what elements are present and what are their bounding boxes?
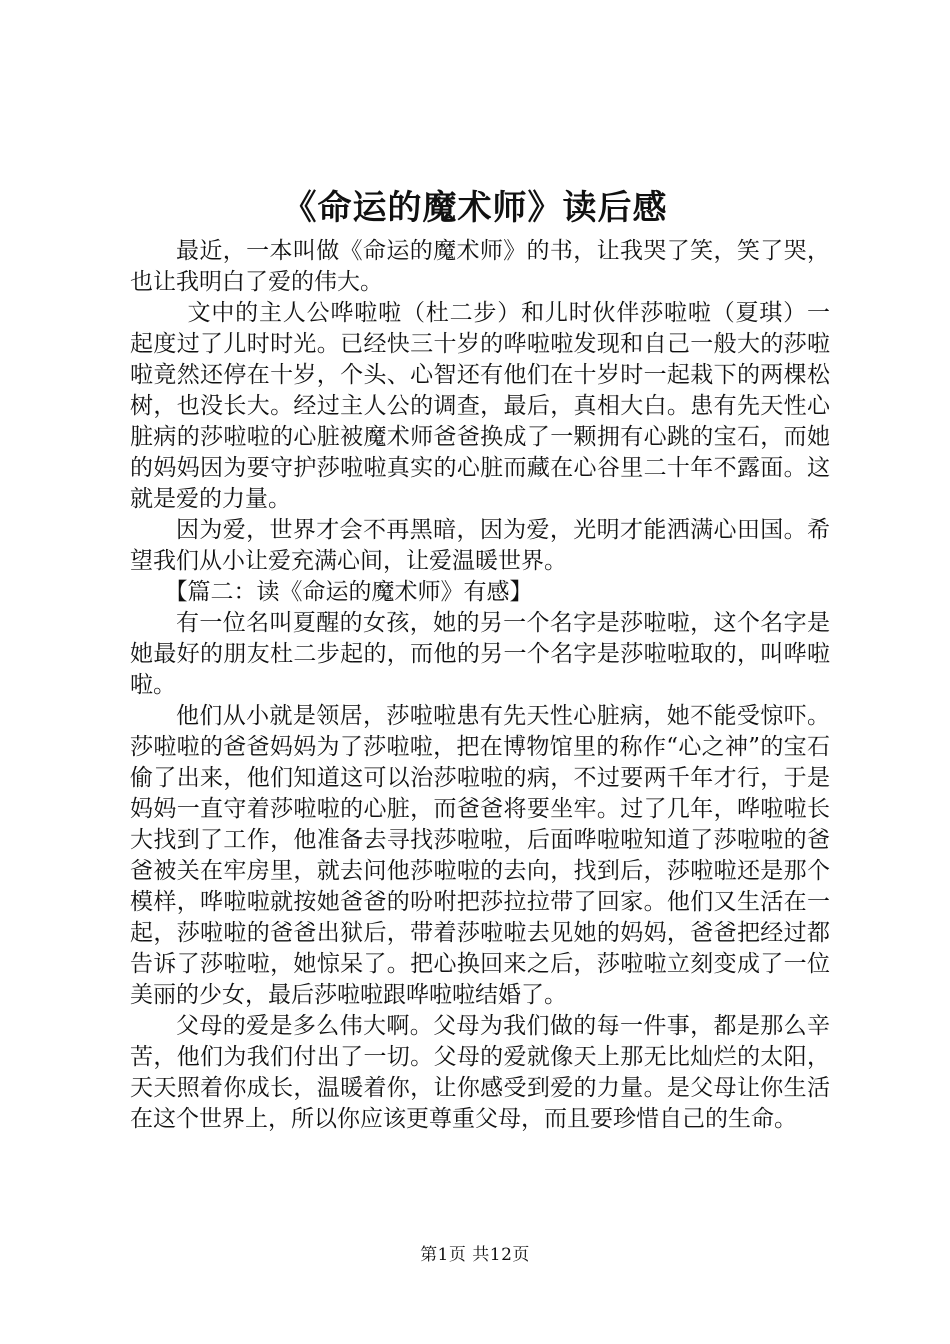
section-two-heading: 【篇二：读《命运的魔术师》有感】: [164, 579, 533, 605]
paragraph-names: 有一位名叫夏醒的女孩，她的另一个名字是莎啦啦，这个名字是她最好的朋友杜二步起的，而他的另一个名字是莎啦啦取的，叫哗啦啦。: [130, 610, 830, 698]
page-footer: 第1页 共12页: [420, 1245, 530, 1265]
paragraph-plot: 他们从小就是领居，莎啦啦患有先天性心脏病，她不能受惊吓。莎啦啦的爸爸妈妈为了莎啦啦，把在博物馆里的称作“心之神”的宝石偷了出来，他们知道这可以治莎啦啦的病，不过要两千年才行，于是妈妈一直守着莎啦啦的心脏，而爸爸将要坐牢。过了几年，哗啦啦长大找到了工作，他准备去寻找莎啦啦，后面哗啦啦知道了莎啦啦的爸爸被关在牢房里，就去问他莎啦啦的去向，找到后，莎啦啦还是那个模样，哗啦啦就按她爸爸的吩咐把莎拉拉带了回家。他们又生活在一起，莎啦啦的爸爸出狱后，带着莎啦啦去见她的妈妈，爸爸把经过都告诉了莎啦啦，她惊呆了。把心换回来之后，莎啦啦立刻变成了一位美丽的少女，最后莎啦啦跟哗啦啦结婚了。: [130, 703, 830, 1008]
paragraph-story-summary: 文中的主人公哗啦啦（杜二步）和儿时伙伴莎啦啦（夏琪）一起度过了儿时时光。已经快三十岁的哗啦啦发现和自己一般大的莎啦啦竟然还停在十岁，个头、心智还有他们在十岁时一起栽下的两棵松树，也没长大。经过主人公的调查，最后，真相大白。患有先天性心脏病的莎啦啦的心脏被魔术师爸爸换成了一颗拥有心跳的宝石，而她的妈妈因为要守护莎啦啦真实的心脏而藏在心谷里二十年不露面。这就是爱的力量。: [130, 300, 830, 512]
paragraph-intro: 最近，一本叫做《命运的魔术师》的书，让我哭了笑，笑了哭，也让我明白了爱的伟大。: [130, 238, 830, 295]
document-title: 《命运的魔术师》读后感: [282, 188, 668, 228]
document-body: [130, 236, 830, 1135]
paragraph-love-world: 因为爱，世界才会不再黑暗，因为爱，光明才能洒满心田国。希望我们从小让爱充满心间，让爱温暖世界。: [130, 517, 830, 574]
paragraph-parents-love: 父母的爱是多么伟大啊。父母为我们做的每一件事，都是那么辛苦，他们为我们付出了一切。父母的爱就像天上那无比灿烂的太阳，天天照着你成长，温暖着你，让你感受到爱的力量。是父母让你生活在这个世界上，所以你应该更尊重父母，而且要珍惜自己的生命。: [130, 1013, 830, 1132]
